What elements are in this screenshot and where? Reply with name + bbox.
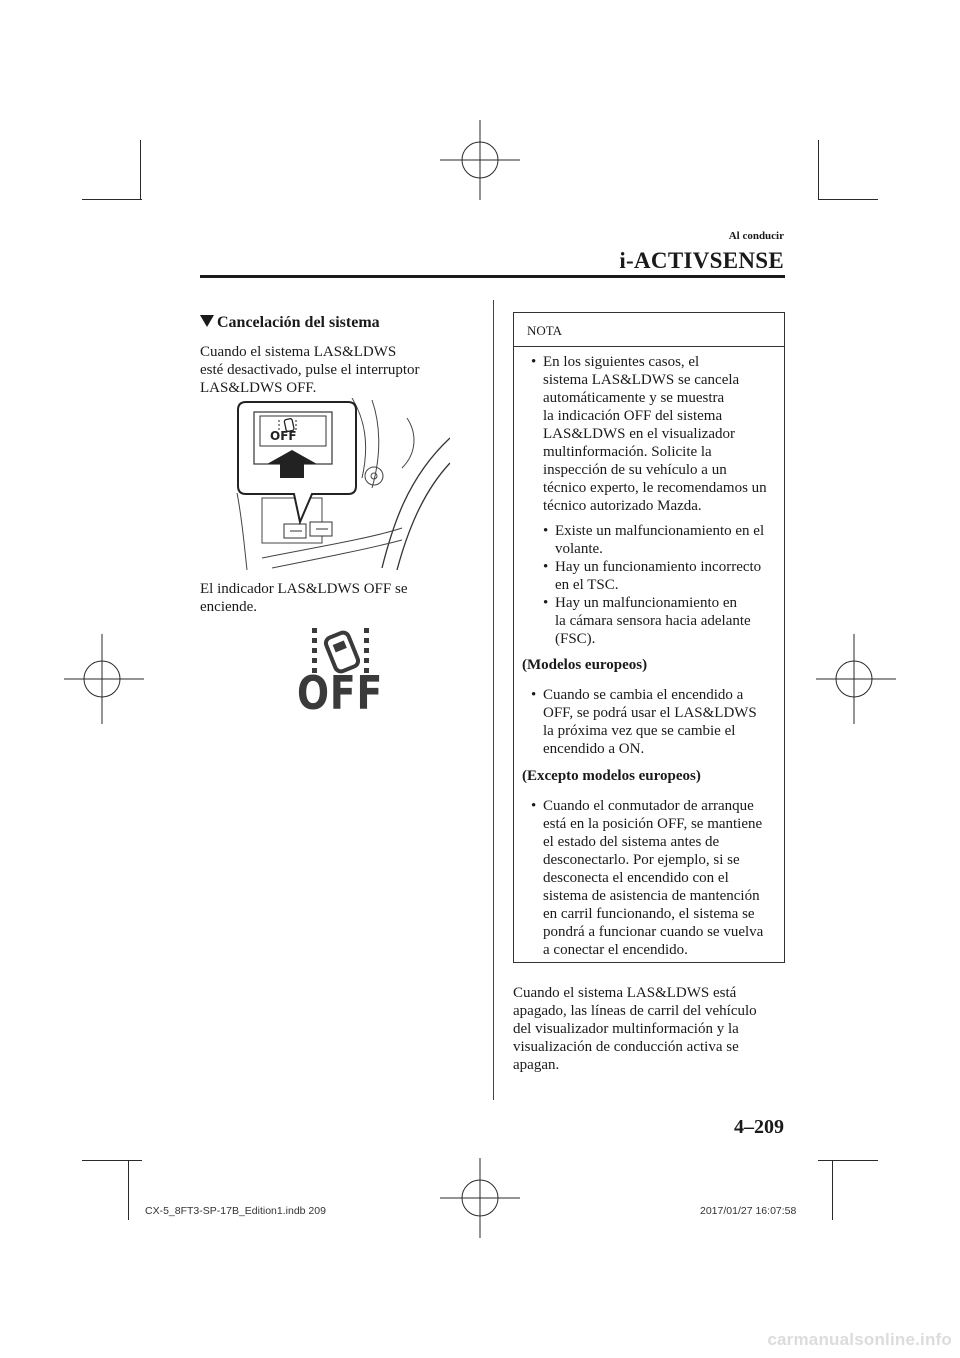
crop-mark <box>832 1160 833 1220</box>
registration-mark-right <box>816 634 896 724</box>
paragraph-switch: Cuando el sistema LAS&LDWS esté desactivado, pulse el interruptor LAS&LDWS OFF. <box>200 344 420 396</box>
crop-mark <box>82 1160 142 1161</box>
crop-mark <box>818 1160 878 1161</box>
watermark: carmanualsonline.info <box>767 1330 952 1349</box>
switch-location-illustration <box>232 398 450 570</box>
crop-mark <box>128 1160 129 1220</box>
triangle-down-icon <box>200 315 214 327</box>
bullet-icon: • <box>531 687 537 703</box>
note-subheading-eu: (Modelos europeos) <box>522 657 648 673</box>
bullet-icon: • <box>543 559 549 575</box>
chapter-title: i-ACTIVSENSE <box>619 248 784 273</box>
indicator-off-label: OFF <box>297 666 384 720</box>
note-bullet-eu: • Cuando se cambia el encendido a OFF, se podrá usar el LAS&LDWS la próxima vez que se cambie el encendido a ON. <box>531 687 757 757</box>
section-name: Al conducir <box>728 230 784 242</box>
registration-mark-left <box>64 634 144 724</box>
bullet-icon: • <box>543 523 549 539</box>
crop-mark <box>140 140 141 200</box>
bullet-icon: • <box>543 595 549 611</box>
column-divider <box>493 300 494 1100</box>
bullet-icon: • <box>531 798 537 814</box>
page-number: 4–209 <box>734 1116 784 1138</box>
registration-mark-top <box>440 120 520 200</box>
registration-mark-bottom <box>440 1158 520 1238</box>
section-heading: Cancelación del sistema <box>200 314 380 332</box>
print-timestamp: 2017/01/27 16:07:58 <box>700 1205 797 1217</box>
note-bullet-main: • En los siguientes casos, el sistema LAS&LDWS se cancela automáticamente y se muestra la indicación OFF del sistema LAS&LDWS en el visualizador multinformación. Solicite la inspección de su vehículo a un técnico experto, le recomendamos un técnico autorizado Mazda. <box>531 354 767 514</box>
note-sub-bullet: • Existe un malfuncionamiento en el volante. <box>543 523 765 557</box>
running-header <box>619 230 784 274</box>
note-sub-bullet: • Hay un funcionamiento incorrecto en el TSC. <box>543 559 762 593</box>
crop-mark <box>818 199 878 200</box>
switch-off-label: OFF <box>270 429 297 443</box>
note-title: NOTA <box>514 313 784 347</box>
header-rule <box>200 275 785 278</box>
crop-mark <box>82 199 142 200</box>
paragraph-lane-lines: Cuando el sistema LAS&LDWS está apagado, las líneas de carril del vehículo del visualizador multinformación y la visualización de conducción activa se apagan. <box>513 985 757 1073</box>
paragraph-indicator: El indicador LAS&LDWS OFF se enciende. <box>200 581 408 615</box>
note-subheading-non-eu: (Excepto modelos europeos) <box>522 768 701 784</box>
bullet-icon: • <box>531 354 537 370</box>
print-file-slug: CX-5_8FT3-SP-17B_Edition1.indb 209 <box>145 1205 326 1217</box>
note-sub-bullet: • Hay un malfuncionamiento en la cámara sensora hacia adelante (FSC). <box>543 595 751 647</box>
note-bullet-non-eu: • Cuando el conmutador de arranque está en la posición OFF, se mantiene el estado del sistema antes de desconectarlo. Por ejemplo, si se desconecta el encendido con el sistema de asistencia de mantención en carril funcionando, el sistema se pondrá a funcionar cuando se vuelva a conectar el encendido. <box>531 798 764 958</box>
crop-mark <box>818 140 819 200</box>
